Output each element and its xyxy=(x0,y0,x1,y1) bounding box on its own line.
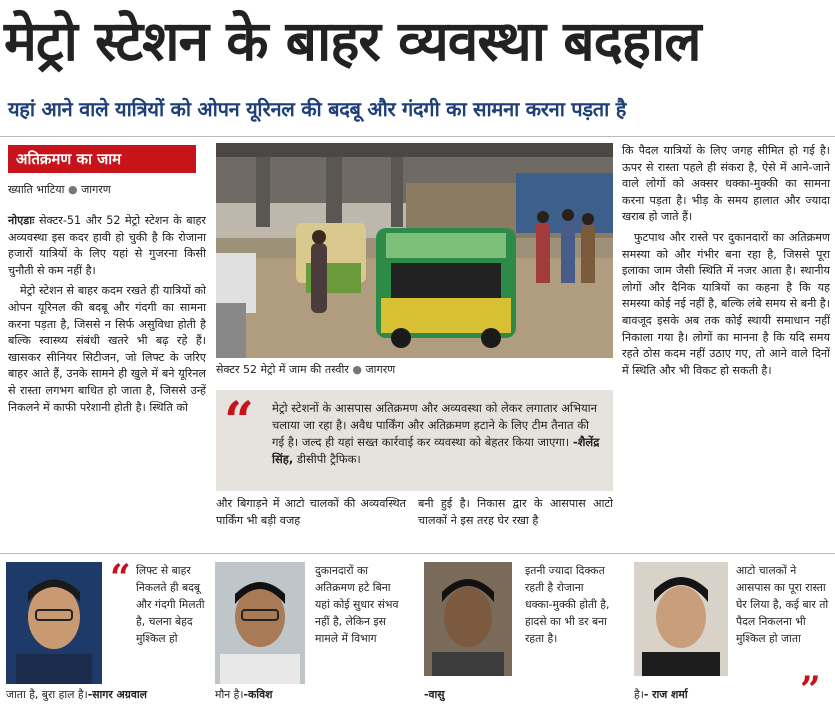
voice-quote-3-tail xyxy=(424,686,604,703)
photo-caption xyxy=(216,362,613,377)
voice-quote-2-tail xyxy=(215,686,415,703)
paragraph-text: सेक्टर-51 और 52 मेट्रो स्टेशन के बाहर अव्यवस्था इस कदर हावी हो चुकी है कि रोजाना हजारों यात्रियों के लिए यहां से गुजरना किसी चुनौती से कम नहीं है। xyxy=(8,214,207,277)
avatar-vasu xyxy=(424,562,512,676)
voice-quote-1: लिफ्ट से बाहर निकलते ही बदबू और गंदगी मिलती है, चलना बेहद मुश्किल हो xyxy=(136,564,205,645)
photo-metro-station-traffic xyxy=(216,143,613,358)
article-column-4 xyxy=(622,143,830,383)
article-column-2: और बिगाड़ने में आटो चालकों की अव्यवस्थित पार्किंग भी बड़ी वजह xyxy=(216,497,406,527)
section-kicker: अतिक्रमण का जाम xyxy=(8,145,196,173)
voice-quote-2: दुकानदारों का अतिक्रमण हटे बिना यहां कोई सुधार संभव नहीं है, लेकिन इस मामले में विभाग xyxy=(315,564,399,645)
voice-tail: जाता है, बुरा हाल है। xyxy=(6,688,88,701)
paragraph xyxy=(8,213,206,279)
voice-quote-1-tail xyxy=(6,686,212,703)
voice-quote-4-tail xyxy=(634,686,794,703)
byline-author: ख्याति भाटिया xyxy=(8,183,65,196)
voice-tail: है। xyxy=(634,688,644,701)
avatar-sagar-agrawal xyxy=(6,562,102,684)
bullet-icon: ● xyxy=(67,183,78,196)
avatar-raj-sharma xyxy=(634,562,728,676)
photo-credit: जागरण xyxy=(365,363,396,376)
voice-name: -सागर अग्रवाल xyxy=(87,688,148,701)
paragraph: फुटपाथ और रास्ते पर दुकानदारों का अतिक्रमण समस्या को और गंभीर बना रहा है, जिससे पूरा इलाका जाम जैसी स्थिति में नजर आता है। स्थानीय लोगों और दैनिक यात्रियों का कहना है कि यह समस्या कोई नई नहीं है, बल्कि लंबे समय से बनी है। बावजूद इसके अब तक कोई स्थायी समाधान नहीं निकाला गया है। लोगों का मानना है कि यदि समय रहते ठोस कदम नहीं उठाए गए, तो आने वाले दिनों में स्थिति और भी विकट हो सकती है। xyxy=(622,230,830,377)
voice-name: -वासु xyxy=(424,688,445,701)
subheadline: यहां आने वाले यात्रियों को ओपन यूरिनल की बदबू और गंदगी का सामना करना पड़ता है xyxy=(8,97,627,121)
quote-mark-icon: “ xyxy=(110,557,131,599)
paragraph: कि पैदल यात्रियों के लिए जगह सीमित हो गई है। ऊपर से रास्ता पहले ही संकरा है, ऐसे में आने-जाने वाले लोगों को अक्सर धक्का-मुक्की का सामना करना पड़ता है। भीड़ के समय हालात और ज्यादा खराब हो जाते हैं। xyxy=(622,144,830,224)
byline xyxy=(8,182,208,197)
headline: मेट्रो स्टेशन के बाहर व्यवस्था बदहाल xyxy=(4,9,701,73)
article-column-3: बनी हुई है। निकास द्वार के आसपास आटो चालकों ने इस तरह घेर रखा है xyxy=(418,497,613,527)
voice-quote-4: आटो चालकों ने आसपास का पूरा रास्ता घेर लिया है, कई बार तो पैदल निकलना भी मुश्किल हो जाता xyxy=(736,564,829,645)
quote-mark-icon: “ xyxy=(224,391,254,452)
voice-name: - राज शर्मा xyxy=(643,688,688,701)
divider xyxy=(0,136,835,137)
voice-tail: मौन है। xyxy=(215,688,244,701)
quote-text xyxy=(272,400,604,468)
dateline: नोएडाः xyxy=(8,214,35,227)
byline-source: जागरण xyxy=(81,183,111,196)
bullet-icon: ● xyxy=(352,363,363,376)
quote-close-icon: ” xyxy=(800,669,821,711)
voice-quote-3: इतनी ज्यादा दिक्कत रहती है रोजाना धक्का-मुक्की होती है, हादसे का भी डर बना रहता है। xyxy=(525,564,610,645)
paragraph: मेट्रो स्टेशन से बाहर कदम रखते ही यात्रियों को ओपन यूरिनल की बदबू और गंदगी का सामना करना पड़ता है, जिससे न सिर्फ असुविधा होती है बल्कि स्वास्थ्य संबंधी खतरे भी बढ़ रहे हैं। खासकर सीनियर सिटीजन, जो लिफ्ट के जरिए बाहर आते हैं, उनके सामने ही खुले में बने यूरिनल से रास्ता लगभग बाधित हो जाता है, जिससे उन्हें निकलने में काफी परेशानी होती है। स्थिति को xyxy=(8,284,206,414)
article-column-1 xyxy=(8,213,206,420)
quote-body: मेट्रो स्टेशनों के आसपास अतिक्रमण और अव्यवस्था को लेकर लगातार अभियान चलाया जा रहा है। अवैध पार्किंग और अतिक्रमण हटाने के लिए टीम तैनात की गई है। जल्द ही यहां सख्त कार्रवाई कर व्यवस्था को बेहतर किया जाएगा। xyxy=(272,401,597,449)
article-photo xyxy=(216,143,613,358)
avatar-kavish xyxy=(215,562,305,684)
caption-text: सेक्टर 52 मेट्रो में जाम की तस्वीर xyxy=(216,363,349,376)
quote-attribution: -शैलेंद्र सिंह, xyxy=(272,435,600,466)
divider xyxy=(0,553,835,554)
quote-designation: डीसीपी ट्रैफिक। xyxy=(296,452,361,466)
quote-box xyxy=(216,390,613,491)
voice-name: -कविश xyxy=(243,688,273,701)
